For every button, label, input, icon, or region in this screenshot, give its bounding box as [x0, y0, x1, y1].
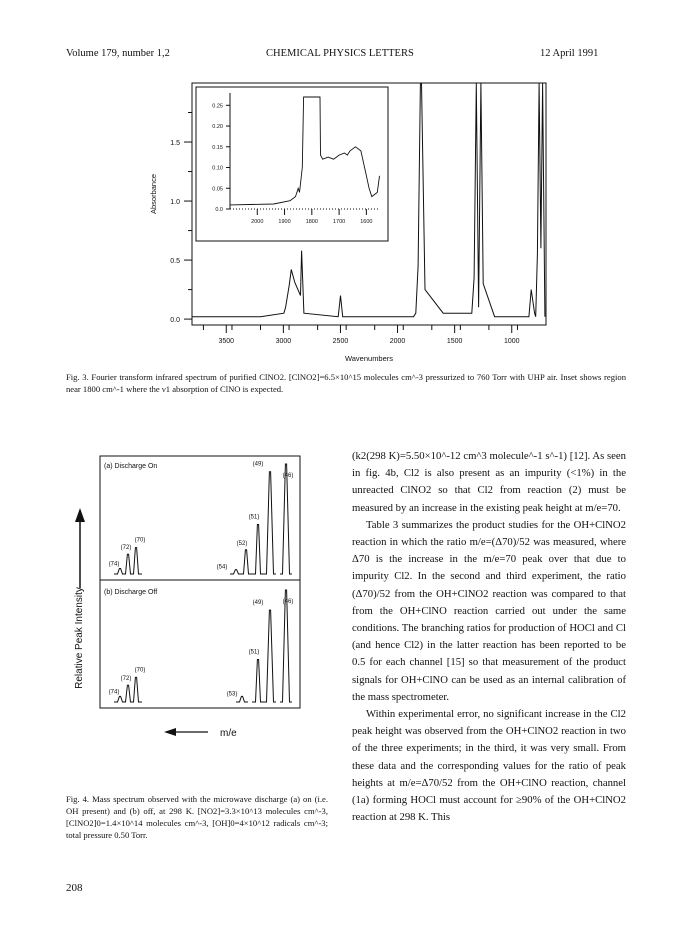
fig4-peak-label-a: (51) — [248, 514, 260, 521]
fig3-inset-x-tick-label: 1900 — [278, 219, 291, 225]
fig3-y-tick-label: 0.0 — [170, 317, 180, 325]
fig4-peak-b — [130, 677, 142, 702]
fig4-caption: Fig. 4. Mass spectrum observed with the microwave discharge (a) on (i.e. OH present) and (b) off, at 298 K. [NO2]=3.3×10^13 molecules cm^-3, [ClNO2]0=1.4×10^14 molecules cm^-3, [OH]0=4×10^12 radicals cm^-3; total pressure 0.50 Torr. — [66, 794, 328, 840]
fig4-y-axis-label: Relative Peak Intensity — [74, 587, 85, 689]
page-number: 208 — [66, 882, 83, 894]
fig4-peak-label-a: (52) — [236, 540, 248, 547]
fig4-peak-label-b: (51) — [248, 649, 260, 656]
fig4-y-arrowhead — [75, 508, 85, 522]
fig3-inset-y-tick-label: 0.25 — [212, 103, 223, 110]
fig3-caption: Fig. 3. Fourier transform infrared spectrum of purified ClNO2. [ClNO2]=6.5×10^15 molecules cm^-3 pressurized to 760 Torr with UHP air. Inset shows region near 1800 cm^-1 where the ν1 absorption of ClNO is expected. — [66, 372, 626, 394]
fig3-ir-spectrum — [140, 75, 560, 365]
fig4-peak-b — [264, 610, 276, 702]
fig4-peak-label-a: (49) — [252, 461, 264, 468]
fig4-peak-b — [236, 696, 248, 702]
fig3-x-tick-label: 3500 — [218, 338, 235, 345]
fig4-peak-label-b: (46) — [282, 599, 294, 605]
fig3-x-axis-label: Wavenumbers — [344, 354, 394, 363]
fig3-x-tick-label: 1000 — [503, 338, 520, 345]
fig3-x-tick-label: 1500 — [446, 338, 463, 345]
header-date: 12 April 1991 — [540, 48, 599, 59]
fig4-panel-b-label: (b) Discharge Off — [104, 589, 158, 596]
fig4-peak-a — [230, 570, 242, 574]
body-column — [352, 448, 626, 826]
fig3-inset-frame — [196, 87, 388, 241]
fig4-plot-frame — [100, 456, 300, 708]
fig4-peak-a — [240, 550, 252, 574]
fig3-inset-y-tick-label: 0.0 — [215, 207, 223, 213]
fig3-inset-x-tick-label: 1800 — [305, 219, 318, 225]
body-paragraph-3: Within experimental error, no significant increase in the Cl2 peak height was observed from the OH+ClNO2 reaction in two of the three experiments; in the third, it was very small. From these data and the corresponding values for the ratio of peak heights at m/e=Δ70/52 from the OH+ClNO reaction, channel (1a) forming HOCl must account for ≥90% of the OH+ClNO2 reaction at 298 K. This — [352, 708, 626, 824]
fig4-peak-label-a: (54) — [216, 564, 228, 571]
fig4-peak-b — [280, 590, 292, 702]
fig4-x-axis-label: m/e — [220, 728, 237, 739]
fig3-inset-x-tick-label: 2000 — [251, 219, 264, 225]
fig4-peak-b — [122, 685, 134, 702]
fig3-inset-y-tick-label: 0.05 — [212, 186, 223, 193]
fig4-peak-label-b: (53) — [226, 691, 238, 698]
fig4-peak-label-a: (70) — [134, 537, 146, 544]
body-paragraph-1: (k2(298 K)=5.50×10^-12 cm^3 molecule^-1 s^-1) [12]. As seen in fig. 4b, Cl2 is also present as an impurity (<1%) in the unreacted ClNO2 so that Cl2 from reaction (2) must be measured by an increase in the existing peak height at m/e=70. — [352, 450, 626, 514]
fig4-peak-a — [264, 472, 276, 574]
fig3-y-axis-label: Absorbance — [149, 173, 158, 215]
fig4-peak-a — [122, 554, 134, 574]
fig4-peak-label-a: (46) — [282, 473, 294, 479]
fig3-y-tick-label: 0.5 — [170, 258, 180, 266]
fig4-peak-a — [252, 525, 264, 575]
fig4-peak-b — [114, 696, 126, 702]
fig3-inset-y-tick-label: 0.10 — [212, 165, 223, 172]
fig4-peak-a — [280, 464, 292, 574]
fig4-peak-label-b: (70) — [134, 667, 146, 674]
fig3-inset-y-tick-label: 0.15 — [212, 144, 223, 151]
fig3-inset-x-tick-label: 1700 — [332, 219, 346, 225]
fig3-x-tick-label: 3000 — [275, 338, 292, 345]
fig4-peak-b — [252, 659, 264, 702]
fig4-peak-label-b: (49) — [252, 600, 264, 607]
header-volume: Volume 179, number 1,2 — [66, 48, 170, 59]
fig4-peak-a — [130, 548, 142, 574]
fig4-peak-label-a: (74) — [108, 561, 120, 568]
fig3-x-tick-label: 2000 — [389, 338, 406, 345]
fig4-mass-spectrum — [72, 448, 312, 748]
fig4-peak-a — [114, 569, 126, 575]
fig4-panel-a-label: (a) Discharge On — [104, 463, 158, 470]
fig3-x-tick-label: 2500 — [332, 338, 349, 345]
fig4-peak-label-a: (72) — [120, 545, 132, 552]
body-paragraph-2: Table 3 summarizes the product studies for the OH+ClNO2 reaction in which the ratio m/e=(Δ70)/52 was measured, where Δ70 is the increase in the m/e=70 peak over that due to impurity Cl2. In the second and third experiment, the ratio (Δ70)/52 from the OH+ClNO2 reaction was compared to that from the OH+ClNO reaction carried out under the same conditions. The branching ratios for production of HOCl and Cl (and hence Cl2) in the latter reaction has been reported to be 0.5 for each channel [15] so that measurement of the product signals for OH+ClNO can be used as an internal calibration of the mass spectrometer. — [352, 518, 626, 703]
fig3-y-tick-label: 1.5 — [170, 140, 180, 148]
fig3-inset-y-tick-label: 0.20 — [212, 124, 223, 131]
fig4-x-arrowhead — [164, 728, 176, 736]
header-journal: CHEMICAL PHYSICS LETTERS — [266, 48, 414, 59]
fig3-inset-x-tick-label: 1600 — [360, 219, 373, 225]
fig3-y-tick-label: 1.0 — [170, 199, 180, 207]
fig4-peak-label-b: (72) — [120, 676, 132, 683]
fig4-peak-label-b: (74) — [108, 689, 120, 696]
